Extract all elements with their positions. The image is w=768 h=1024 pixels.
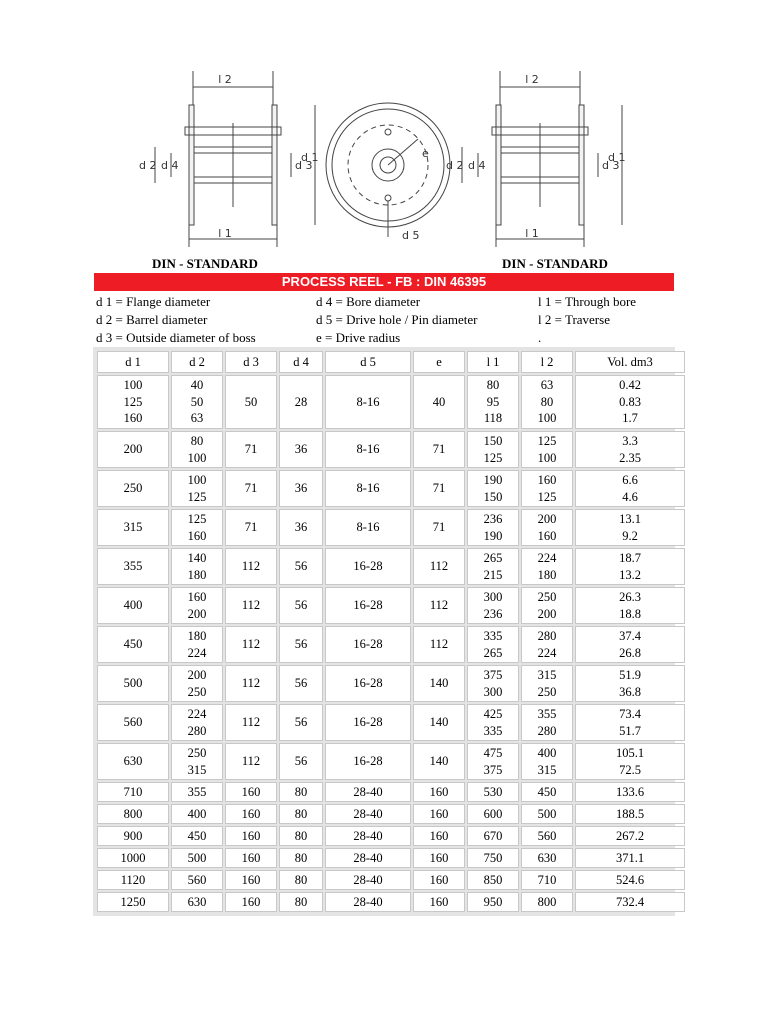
table-row (97, 804, 685, 824)
table-row (97, 431, 685, 468)
table-cell: 560 (171, 870, 223, 890)
table-cell: 36 (279, 509, 323, 546)
table-cell: 475 375 (467, 743, 519, 780)
legend-item: e = Drive radius (316, 330, 401, 345)
legend-item: d 2 = Barrel diameter (96, 312, 208, 327)
table-cell: 8-16 (325, 509, 411, 546)
table-cell: 267.2 (575, 826, 685, 846)
table-cell: 112 (413, 587, 465, 624)
table-cell: 800 (521, 892, 573, 912)
table-row (97, 665, 685, 702)
column-header: Vol. dm3 (575, 351, 685, 373)
table-cell: 224 180 (521, 548, 573, 585)
table-cell: 160 (225, 870, 277, 890)
table-cell: 224 280 (171, 704, 223, 741)
table-cell: 125 160 (171, 509, 223, 546)
table-cell: 56 (279, 743, 323, 780)
label-d2: d 2 (446, 159, 464, 172)
table-cell: 400 (97, 587, 169, 624)
column-header: d 4 (279, 351, 323, 373)
table-cell: 355 280 (521, 704, 573, 741)
legend-col-2 (316, 293, 478, 347)
table-cell: 71 (413, 431, 465, 468)
table-cell: 630 (171, 892, 223, 912)
label-d3: d 3 (602, 159, 620, 172)
table-cell: 0.42 0.83 1.7 (575, 375, 685, 429)
table-cell: 450 (97, 626, 169, 663)
table-cell: 28-40 (325, 826, 411, 846)
table-cell: 16-28 (325, 704, 411, 741)
table-row (97, 743, 685, 780)
table-cell: 100 125 (171, 470, 223, 507)
table-cell: 56 (279, 548, 323, 585)
table-cell: 265 215 (467, 548, 519, 585)
table-cell: 500 (171, 848, 223, 868)
caption-right: DIN - STANDARD (502, 256, 608, 271)
table-cell: 560 (521, 826, 573, 846)
table-row (97, 626, 685, 663)
legend-item: d 1 = Flange diameter (96, 294, 211, 309)
table-cell: 112 (413, 548, 465, 585)
table-cell: 160 (225, 782, 277, 802)
table-cell: 28-40 (325, 804, 411, 824)
table-cell: 150 125 (467, 431, 519, 468)
table-cell: 315 (97, 509, 169, 546)
table-cell: 16-28 (325, 626, 411, 663)
table-row (97, 375, 685, 429)
table-cell: 200 (97, 431, 169, 468)
table-cell: 160 (225, 804, 277, 824)
table-cell: 160 (225, 826, 277, 846)
table-cell: 71 (225, 509, 277, 546)
label-d1: d 1 (608, 151, 626, 164)
legend-item: d 5 = Drive hole / Pin diameter (316, 312, 478, 327)
table-cell: 530 (467, 782, 519, 802)
reel-side-view-right (432, 65, 632, 255)
table-cell: 732.4 (575, 892, 685, 912)
table-row (97, 704, 685, 741)
table-cell: 112 (225, 665, 277, 702)
table-cell: 71 (225, 431, 277, 468)
table-cell: 355 (171, 782, 223, 802)
column-header: d 3 (225, 351, 277, 373)
table-cell: 200 160 (521, 509, 573, 546)
table-cell: 630 (521, 848, 573, 868)
legend-col-1 (96, 293, 256, 347)
table-cell: 188.5 (575, 804, 685, 824)
table-cell: 300 236 (467, 587, 519, 624)
table-cell: 250 315 (171, 743, 223, 780)
table-cell: 250 200 (521, 587, 573, 624)
legend (96, 293, 676, 347)
table-cell: 80 (279, 804, 323, 824)
caption-left: DIN - STANDARD (152, 256, 258, 271)
table-cell: 80 (279, 782, 323, 802)
table-cell: 850 (467, 870, 519, 890)
label-l2: l 2 (525, 73, 539, 86)
table-cell: 56 (279, 626, 323, 663)
table-cell: 28-40 (325, 782, 411, 802)
table-cell: 1120 (97, 870, 169, 890)
table-cell: 63 80 100 (521, 375, 573, 429)
table-cell: 250 (97, 470, 169, 507)
table-cell: 28 (279, 375, 323, 429)
table-cell: 140 (413, 704, 465, 741)
table-cell: 80 (279, 870, 323, 890)
table-cell: 16-28 (325, 743, 411, 780)
table-cell: 355 (97, 548, 169, 585)
table-cell: 112 (225, 743, 277, 780)
table-cell: 160 (413, 782, 465, 802)
label-e: e (422, 147, 429, 160)
table-cell: 8-16 (325, 470, 411, 507)
table-cell: 160 (413, 804, 465, 824)
legend-item: l 1 = Through bore (538, 294, 637, 309)
table-cell: 133.6 (575, 782, 685, 802)
table-cell: 8-16 (325, 375, 411, 429)
label-l1: l 1 (218, 227, 232, 240)
table-cell: 1000 (97, 848, 169, 868)
table-cell: 100 125 160 (97, 375, 169, 429)
table-cell: 56 (279, 587, 323, 624)
table-row (97, 826, 685, 846)
table-cell: 450 (171, 826, 223, 846)
label-d5: d 5 (402, 229, 420, 242)
table-cell: 140 (413, 665, 465, 702)
table-cell: 28-40 (325, 848, 411, 868)
table-cell: 160 200 (171, 587, 223, 624)
table-row (97, 892, 685, 912)
table-row (97, 509, 685, 546)
table-cell: 71 (413, 470, 465, 507)
table-cell: 450 (521, 782, 573, 802)
table-header-row (97, 351, 685, 373)
table-row (97, 587, 685, 624)
table-cell: 160 125 (521, 470, 573, 507)
column-header: d 2 (171, 351, 223, 373)
label-d2: d 2 (139, 159, 157, 172)
column-header: l 1 (467, 351, 519, 373)
table-cell: 160 (413, 870, 465, 890)
table-cell: 560 (97, 704, 169, 741)
table-cell: 371.1 (575, 848, 685, 868)
table-cell: 630 (97, 743, 169, 780)
table-cell: 36 (279, 470, 323, 507)
table-cell: 3.3 2.35 (575, 431, 685, 468)
table-row (97, 548, 685, 585)
table-cell: 16-28 (325, 587, 411, 624)
table-cell: 80 95 118 (467, 375, 519, 429)
table-cell: 16-28 (325, 665, 411, 702)
table-cell: 236 190 (467, 509, 519, 546)
table-cell: 125 100 (521, 431, 573, 468)
table-cell: 26.3 18.8 (575, 587, 685, 624)
table-cell: 40 50 63 (171, 375, 223, 429)
reel-side-view-left (125, 65, 325, 255)
column-header: l 2 (521, 351, 573, 373)
table-cell: 670 (467, 826, 519, 846)
label-d4: d 4 (468, 159, 486, 172)
table-cell: 710 (521, 870, 573, 890)
label-l2: l 2 (218, 73, 232, 86)
table-cell: 50 (225, 375, 277, 429)
table-cell: 8-16 (325, 431, 411, 468)
table-cell: 37.4 26.8 (575, 626, 685, 663)
legend-item: . (538, 330, 542, 345)
table-cell: 56 (279, 665, 323, 702)
table-cell: 140 (413, 743, 465, 780)
table-cell: 6.6 4.6 (575, 470, 685, 507)
table-row (97, 848, 685, 868)
legend-item: l 2 = Traverse (538, 312, 610, 327)
table-cell: 112 (225, 587, 277, 624)
title-banner: PROCESS REEL - FB : DIN 46395 (94, 273, 674, 291)
table-cell: 160 (413, 892, 465, 912)
table-cell: 375 300 (467, 665, 519, 702)
label-d3: d 3 (295, 159, 313, 172)
table-cell: 160 (413, 848, 465, 868)
legend-col-3 (538, 293, 636, 347)
table-cell: 180 224 (171, 626, 223, 663)
table-cell: 950 (467, 892, 519, 912)
table-cell: 160 (225, 892, 277, 912)
table-cell: 112 (225, 626, 277, 663)
table-cell: 500 (97, 665, 169, 702)
table-cell: 56 (279, 704, 323, 741)
table-cell: 80 (279, 892, 323, 912)
table-cell: 335 265 (467, 626, 519, 663)
table-cell: 28-40 (325, 892, 411, 912)
table-cell: 51.9 36.8 (575, 665, 685, 702)
table-cell: 315 250 (521, 665, 573, 702)
table-cell: 280 224 (521, 626, 573, 663)
legend-item: d 3 = Outside diameter of boss (96, 330, 256, 345)
label-d1: d 1 (301, 151, 319, 164)
table-cell: 800 (97, 804, 169, 824)
table-cell: 524.6 (575, 870, 685, 890)
table-cell: 112 (413, 626, 465, 663)
table-cell: 500 (521, 804, 573, 824)
column-header: e (413, 351, 465, 373)
table-cell: 1250 (97, 892, 169, 912)
table-cell: 18.7 13.2 (575, 548, 685, 585)
table-body (97, 375, 685, 912)
table-cell: 28-40 (325, 870, 411, 890)
table-cell: 140 180 (171, 548, 223, 585)
table-cell: 710 (97, 782, 169, 802)
dimensions-table (95, 349, 687, 914)
column-header: d 5 (325, 351, 411, 373)
label-d4: d 4 (161, 159, 179, 172)
table-cell: 71 (225, 470, 277, 507)
table-cell: 36 (279, 431, 323, 468)
table-cell: 112 (225, 548, 277, 585)
table-cell: 400 315 (521, 743, 573, 780)
table-cell: 112 (225, 704, 277, 741)
table-cell: 13.1 9.2 (575, 509, 685, 546)
dimensions-table-wrap (93, 347, 675, 916)
table-cell: 900 (97, 826, 169, 846)
table-cell: 73.4 51.7 (575, 704, 685, 741)
table-cell: 190 150 (467, 470, 519, 507)
table-cell: 80 100 (171, 431, 223, 468)
label-l1: l 1 (525, 227, 539, 240)
table-cell: 105.1 72.5 (575, 743, 685, 780)
table-cell: 600 (467, 804, 519, 824)
table-cell: 16-28 (325, 548, 411, 585)
column-header: d 1 (97, 351, 169, 373)
table-cell: 750 (467, 848, 519, 868)
table-cell: 71 (413, 509, 465, 546)
table-cell: 40 (413, 375, 465, 429)
table-row (97, 470, 685, 507)
table-cell: 160 (225, 848, 277, 868)
legend-item: d 4 = Bore diameter (316, 294, 421, 309)
table-cell: 400 (171, 804, 223, 824)
table-row (97, 782, 685, 802)
table-cell: 160 (413, 826, 465, 846)
table-cell: 80 (279, 848, 323, 868)
table-cell: 200 250 (171, 665, 223, 702)
table-cell: 80 (279, 826, 323, 846)
table-row (97, 870, 685, 890)
table-cell: 425 335 (467, 704, 519, 741)
